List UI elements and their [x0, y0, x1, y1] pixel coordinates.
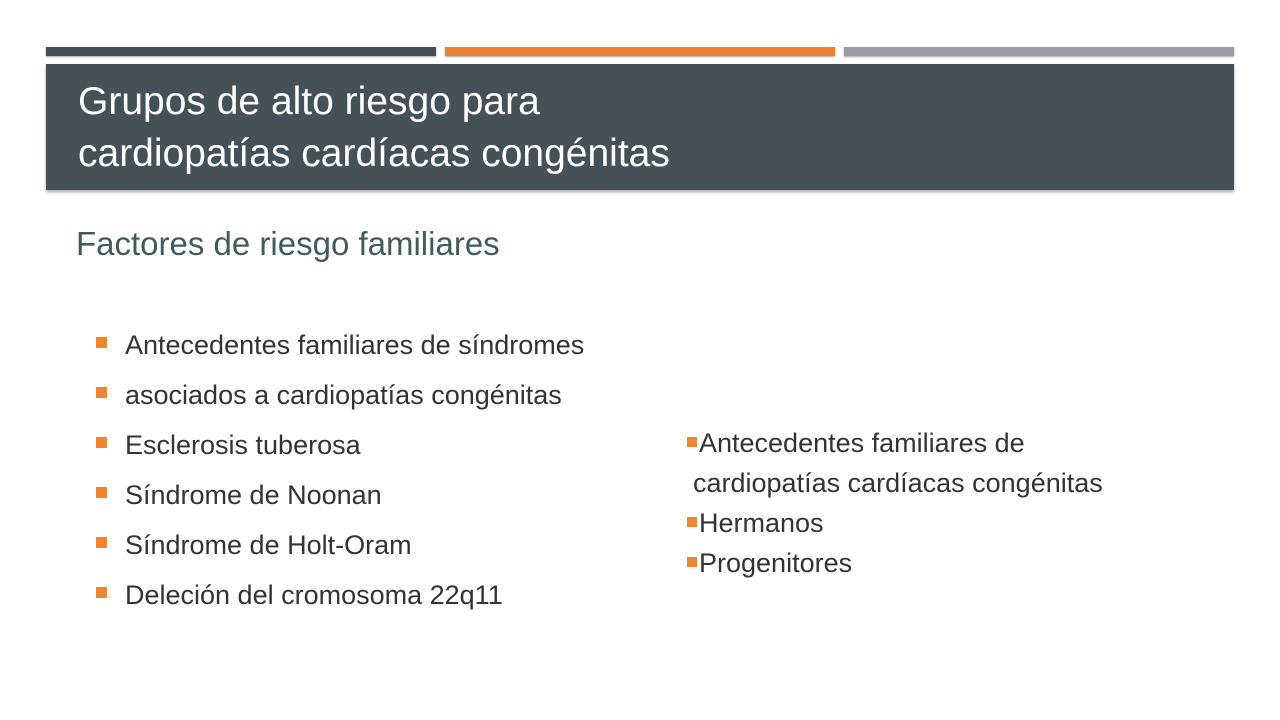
square-bullet-icon — [96, 387, 107, 398]
list-item — [92, 522, 584, 572]
square-bullet-icon — [96, 537, 107, 548]
accent-bar-orange — [445, 47, 835, 56]
square-bullet-icon — [96, 587, 107, 598]
list-item-text: Hermanos — [699, 508, 824, 538]
square-bullet-icon — [687, 557, 697, 567]
square-bullet-icon — [687, 437, 697, 447]
slide-subtitle: Factores de riesgo familiares — [76, 225, 500, 262]
title-band — [46, 64, 1234, 190]
slide-title-line-2: cardiopatías cardíacas congénitas — [78, 132, 670, 175]
accent-bar-dark — [46, 47, 436, 56]
list-item-text: Esclerosis tuberosa — [125, 430, 361, 460]
square-bullet-icon — [687, 517, 697, 527]
square-bullet-icon — [96, 437, 107, 448]
list-item-text: Síndrome de Holt-Oram — [125, 530, 412, 560]
accent-bar-gray — [844, 47, 1234, 56]
list-item-text: Deleción del cromosoma 22q11 — [125, 580, 503, 610]
list-item — [92, 472, 584, 522]
list-item-text: Síndrome de Noonan — [125, 480, 382, 510]
list-item — [92, 322, 584, 372]
list-item — [683, 503, 1103, 543]
list-item — [92, 372, 584, 422]
list-item — [683, 423, 1103, 503]
list-item — [92, 422, 584, 472]
right-bullet-list — [683, 423, 1103, 583]
list-item-text: asociados a cardiopatías congénitas — [125, 380, 562, 410]
list-item — [683, 543, 1103, 583]
list-item-text: Antecedentes familiares de síndromes — [125, 330, 585, 360]
slide-title-line-1: Grupos de alto riesgo para — [78, 80, 540, 123]
list-item-text-continuation: cardiopatías cardíacas congénitas — [693, 468, 1103, 498]
left-bullet-list — [92, 322, 584, 622]
square-bullet-icon — [96, 337, 107, 348]
list-item-text: Antecedentes familiares de — [699, 428, 1025, 458]
slide-title — [78, 76, 670, 180]
list-item-text: Progenitores — [699, 548, 853, 578]
list-item — [92, 572, 584, 622]
square-bullet-icon — [96, 487, 107, 498]
